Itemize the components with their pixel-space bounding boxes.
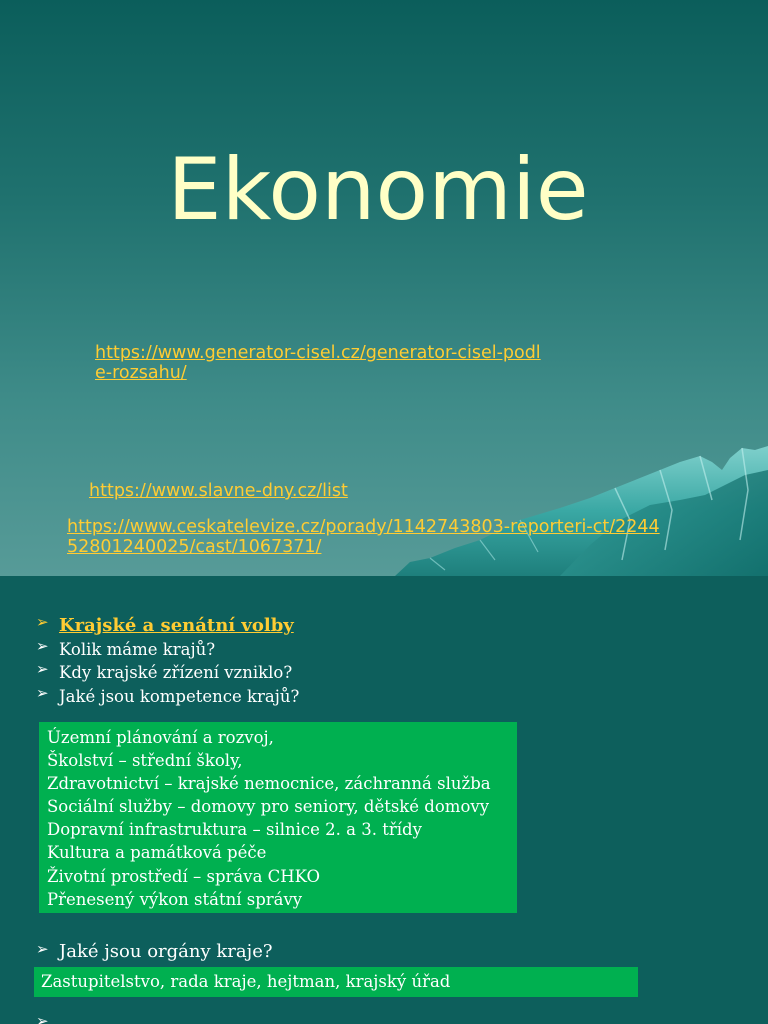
competence-item: Sociální služby – domovy pro seniory, dětské domovy [47, 797, 490, 817]
bullet-item [36, 661, 299, 685]
competence-item: Kultura a památková péče [47, 843, 267, 863]
bullet-list [36, 614, 299, 708]
competence-item: Školství – střední školy, [47, 751, 243, 771]
link-line[interactable]: e-rozsahu/ [95, 363, 187, 383]
arrow-bullet-icon: ➢ [36, 660, 49, 678]
arrow-bullet-icon: ➢ [36, 613, 49, 631]
link-line[interactable]: https://www.slavne-dny.cz/list [89, 481, 348, 501]
arrow-bullet-icon: ➢ [36, 683, 49, 702]
arrow-bullet-icon: ➢ [36, 940, 49, 958]
question-text: Jaké jsou orgány kraje? [59, 941, 273, 962]
slide-title: Ekonomie [167, 140, 589, 240]
bullet-item [36, 638, 299, 662]
organs-answer-box: Zastupitelstvo, rada kraje, hejtman, krajský úřad [34, 967, 638, 997]
link-ceskatelevize[interactable] [67, 517, 660, 557]
bullet-item [36, 685, 299, 709]
arrow-bullet-icon: ➢ [36, 636, 49, 655]
competence-item: Zdravotnictví – krajské nemocnice, záchranná služba [47, 774, 491, 794]
competences-box [39, 722, 517, 913]
content-slide [0, 576, 768, 1024]
bullet-heading[interactable] [36, 614, 299, 638]
link-line[interactable]: https://www.ceskatelevize.cz/porady/1142743803-reporteri-ct/2244 [67, 517, 660, 537]
arrow-bullet-icon: ➢ [36, 1012, 49, 1024]
competence-item: Životní prostředí – správa CHKO [47, 866, 321, 886]
competence-item: Územní plánování a rozvoj, [47, 728, 274, 747]
competence-item: Dopravní infrastruktura – silnice 2. a 3. třídy [47, 820, 422, 840]
link-generator-cisel[interactable] [95, 343, 541, 383]
link-slavne-dny[interactable] [89, 481, 348, 501]
question-text: Kolik máme krajů? [59, 639, 216, 659]
link-line[interactable]: 52801240025/cast/1067371/ [67, 537, 322, 557]
competence-item: Přenesený výkon státní správy [47, 889, 303, 909]
organs-question [36, 940, 273, 964]
question-text: Kdy krajské zřízení vzniklo? [59, 663, 293, 682]
question-text: Jaké jsou kompetence krajů? [59, 686, 300, 706]
link-line[interactable]: https://www.generator-cisel.cz/generator-cisel-podl [95, 343, 541, 363]
heading-link[interactable]: Krajské a senátní volby [59, 615, 294, 636]
